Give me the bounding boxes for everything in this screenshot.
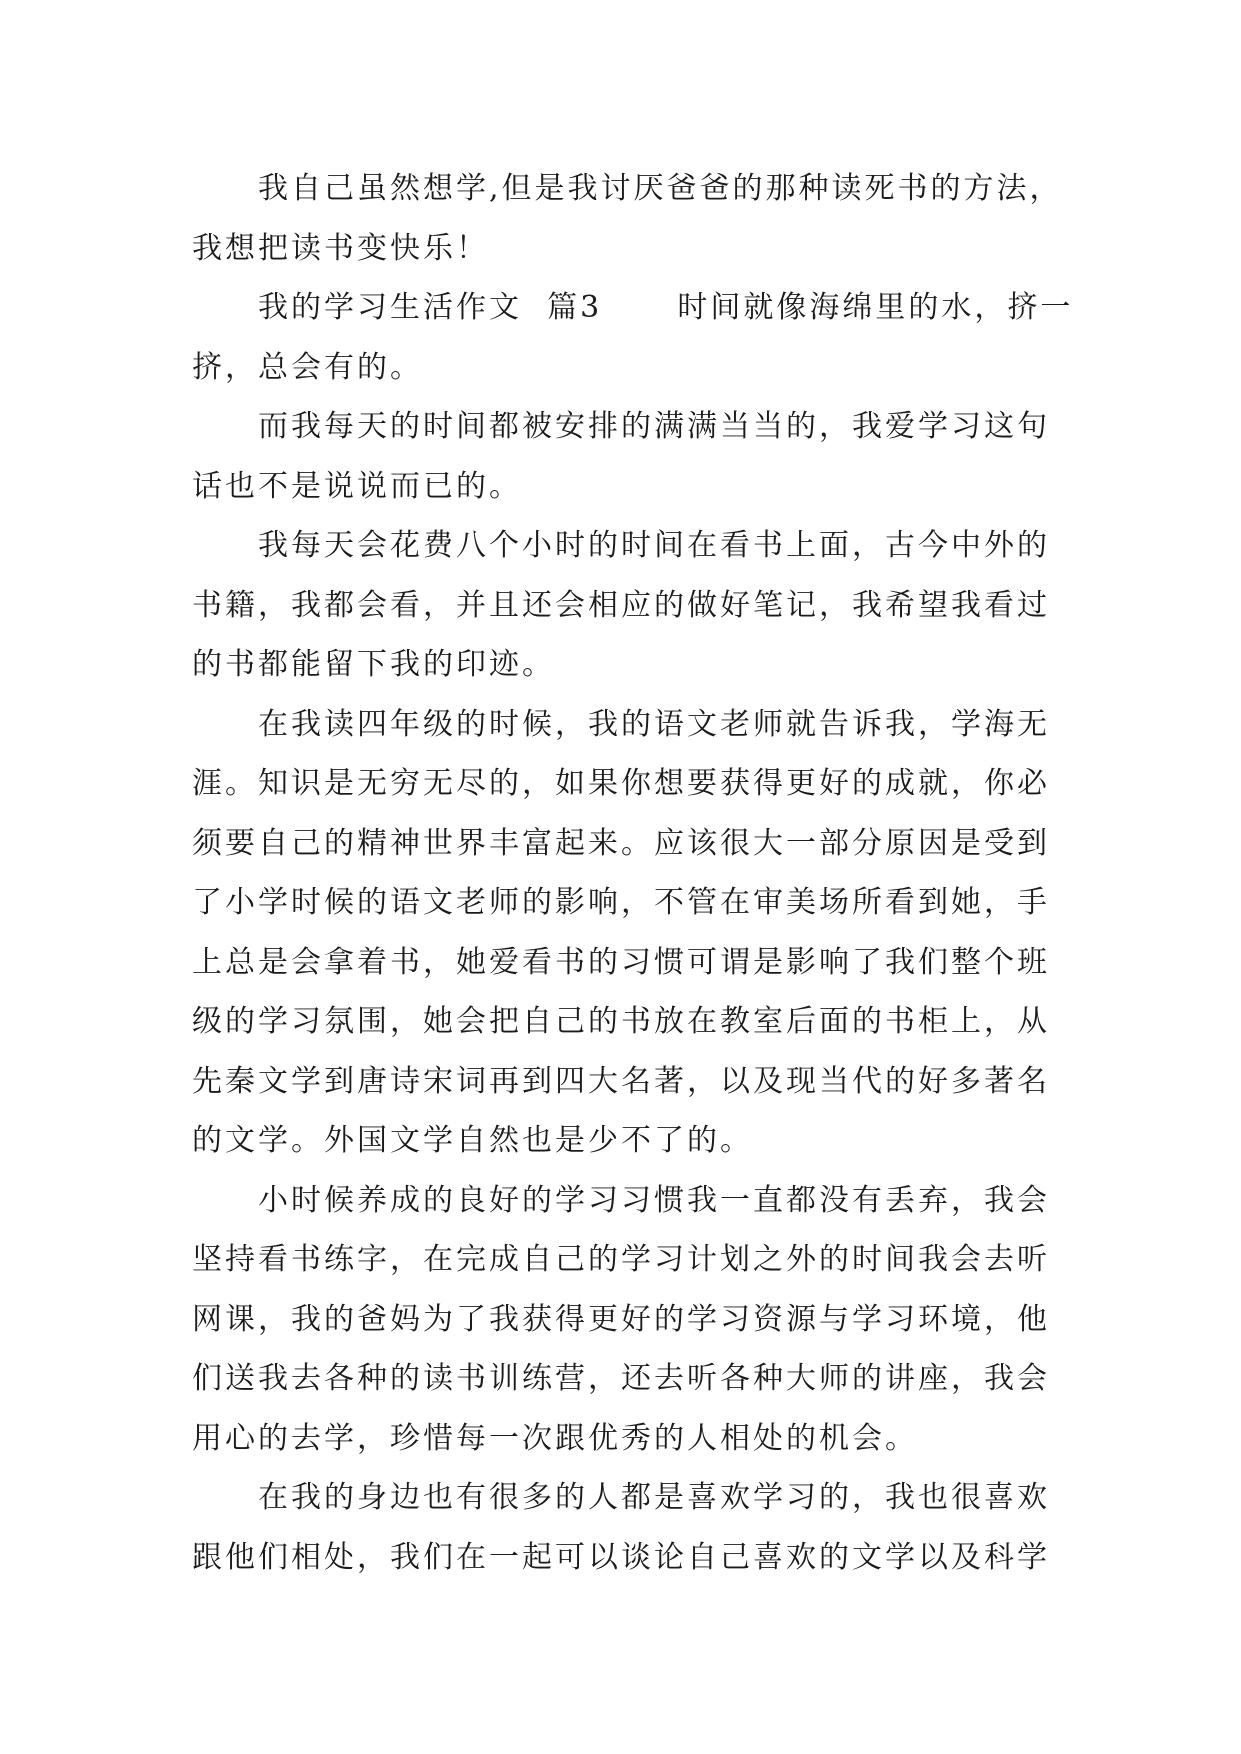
text-line: 在我的身边也有很多的人都是喜欢学习的，我也很喜欢 [258, 1480, 1050, 1515]
text-line: 跟他们相处，我们在一起可以谈论自己喜欢的文学以及科学 [192, 1539, 1050, 1575]
paragraph [192, 695, 1072, 1171]
text-line: 我每天会花费八个小时的时间在看书上面，古今中外的 [258, 528, 1050, 563]
text-line: 我想把读书变快乐！ [192, 230, 489, 266]
paragraph [192, 278, 1072, 397]
text-line: 的文学。外国文学自然也是少不了的。 [192, 1123, 753, 1158]
text-line: 们送我去各种的读书训练营，还去听各种大师的讲座，我会 [192, 1361, 1050, 1396]
text-line: 我自己虽然想学,但是我讨厌爸爸的那种读死书的方法， [258, 171, 1063, 206]
text-line: 坚持看书练字，在完成自己的学习计划之外的时间我会去听 [192, 1242, 1050, 1277]
text-line: 话也不是说说而已的。 [192, 468, 522, 504]
text-line: 书籍，我都会看，并且还会相应的做好笔记，我希望我看过 [192, 587, 1050, 623]
paragraph [192, 516, 1072, 695]
text-line: 上总是会拿着书，她爱看书的习惯可谓是影响了我们整个班 [192, 944, 1050, 980]
text-line: 网课，我的爸妈为了我获得更好的学习资源与学习环境，他 [192, 1301, 1050, 1337]
text-line: 挤，总会有的。 [192, 349, 423, 385]
text-line: 了小学时候的语文老师的影响，不管在审美场所看到她，手 [192, 885, 1050, 920]
text-line: 我的学习生活作文 篇3 时间就像海绵里的水，挤一 [258, 290, 1074, 325]
document-body [192, 159, 1072, 1587]
paragraph [192, 1468, 1072, 1587]
text-line: 涯。知识是无穷无尽的，如果你想要获得更好的成就，你必 [192, 766, 1050, 801]
paragraph [192, 159, 1072, 278]
text-line: 须要自己的精神世界丰富起来。应该很大一部分原因是受到 [192, 825, 1050, 861]
text-line: 先秦文学到唐诗宋词再到四大名著，以及现当代的好多著名 [192, 1063, 1050, 1099]
text-line: 而我每天的时间都被安排的满满当当的，我爱学习这句 [258, 409, 1050, 444]
paragraph [192, 1171, 1072, 1469]
text-line: 小时候养成的良好的学习习惯我一直都没有丢弃，我会 [258, 1182, 1050, 1218]
paragraph [192, 397, 1072, 516]
text-line: 级的学习氛围，她会把自己的书放在教室后面的书柜上，从 [192, 1004, 1050, 1039]
text-line: 在我读四年级的时候，我的语文老师就告诉我，学海无 [258, 706, 1050, 742]
text-line: 用心的去学，珍惜每一次跟优秀的人相处的机会。 [192, 1420, 918, 1456]
text-line: 的书都能留下我的印迹。 [192, 647, 555, 682]
